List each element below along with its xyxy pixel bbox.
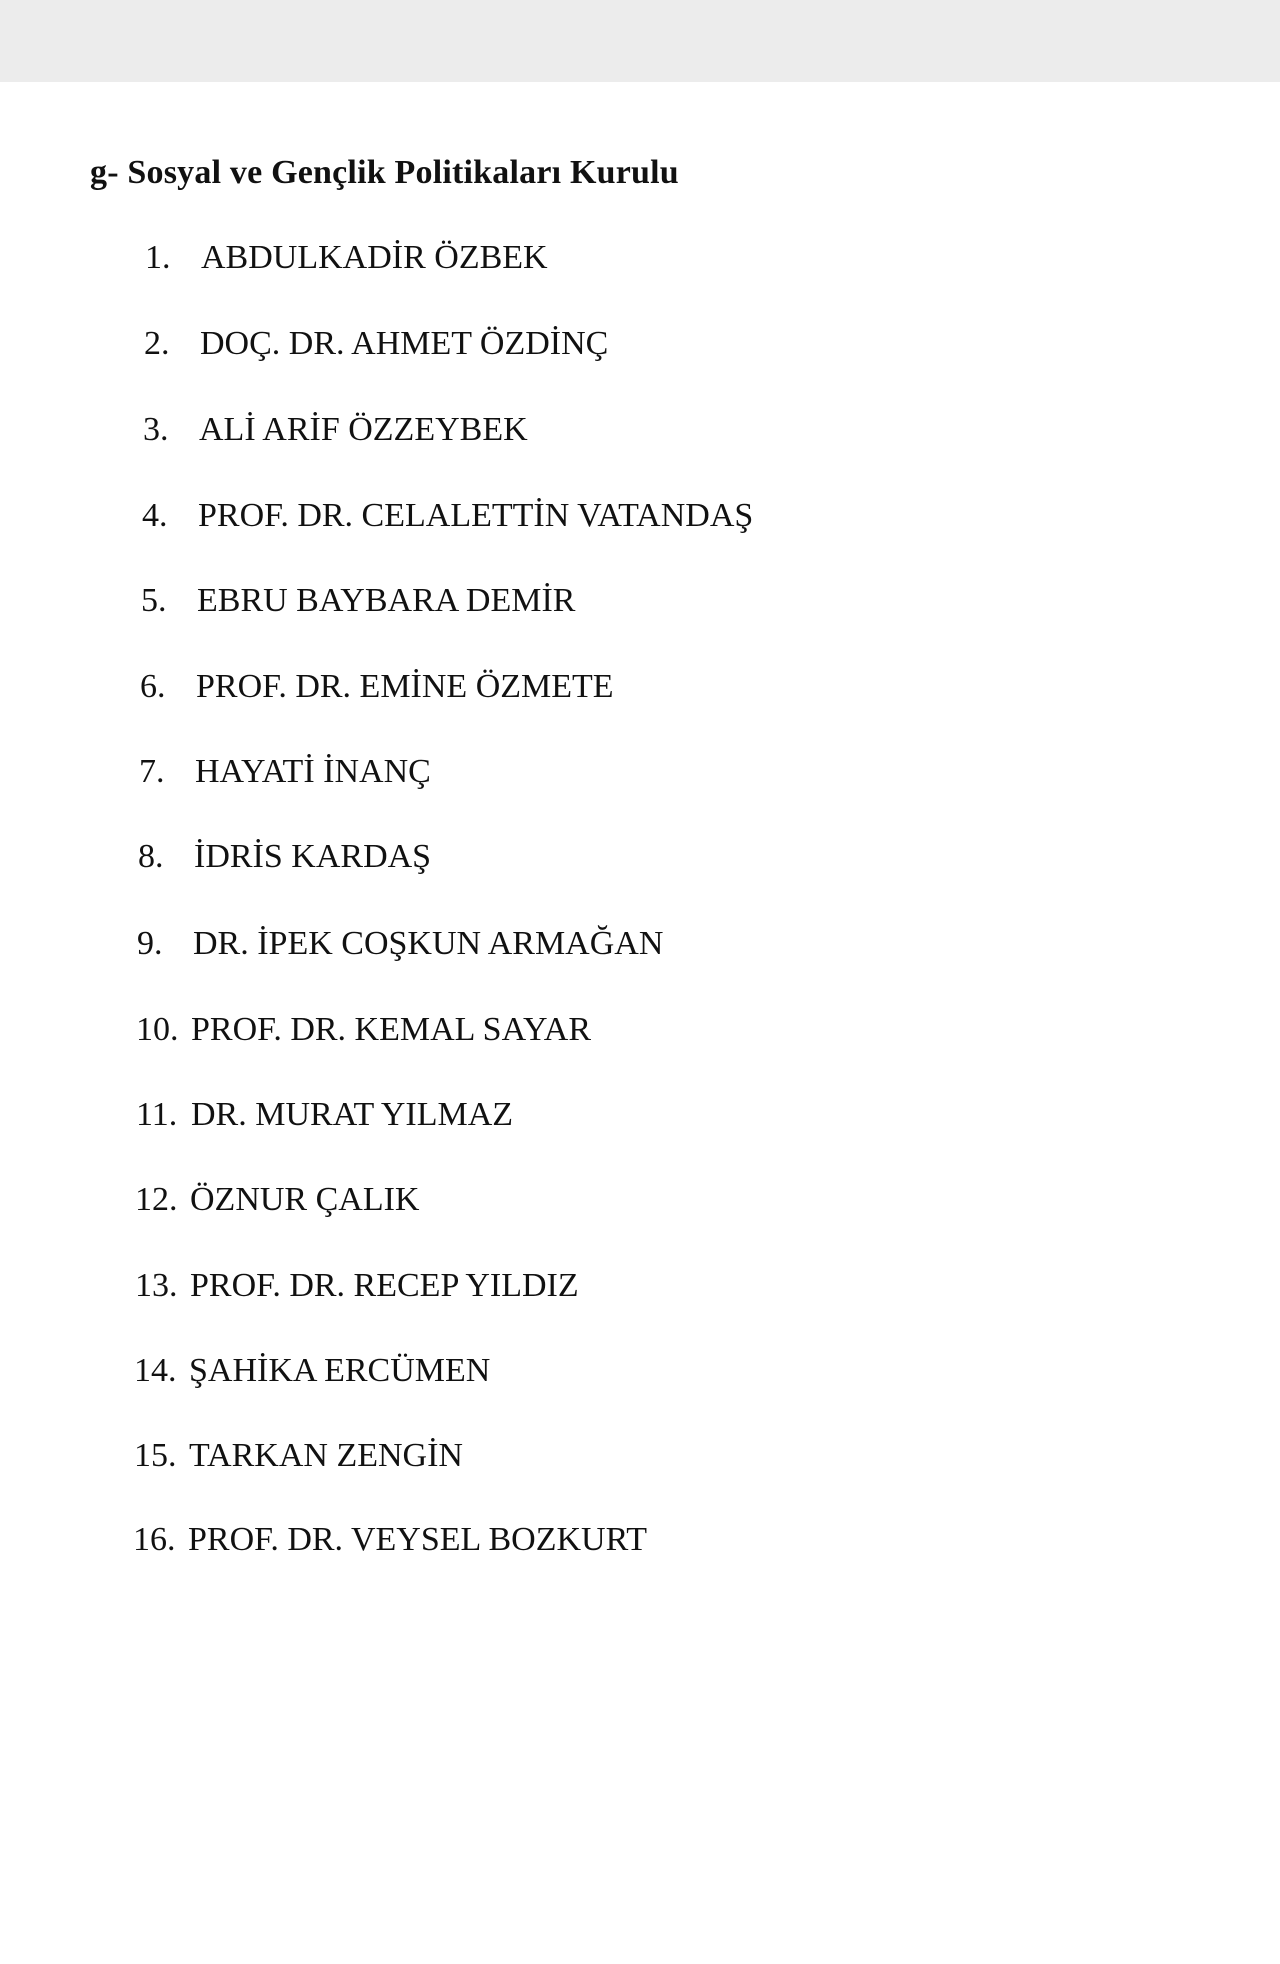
member-item <box>141 582 575 626</box>
member-number: 9. <box>137 925 163 962</box>
member-item <box>133 1521 647 1565</box>
member-name: PROF. DR. KEMAL SAYAR <box>191 1011 592 1048</box>
member-item <box>136 1011 591 1055</box>
member-name: PROF. DR. RECEP YILDIZ <box>190 1267 579 1304</box>
member-name: HAYATİ İNANÇ <box>195 753 431 790</box>
member-number: 8. <box>138 838 164 875</box>
member-name: DR. İPEK COŞKUN ARMAĞAN <box>193 925 664 962</box>
member-name: ALİ ARİF ÖZZEYBEK <box>199 411 528 448</box>
member-number: 3. <box>143 411 169 448</box>
member-item <box>137 925 663 969</box>
member-item <box>134 1437 463 1481</box>
member-item <box>145 239 548 283</box>
member-name: İDRİS KARDAŞ <box>194 838 432 875</box>
document-page <box>0 82 1280 1964</box>
member-item <box>140 668 614 712</box>
member-number: 16. <box>133 1521 176 1558</box>
member-name: PROF. DR. VEYSEL BOZKURT <box>188 1521 648 1558</box>
member-number: 7. <box>139 753 165 790</box>
member-name: ABDULKADİR ÖZBEK <box>201 239 548 276</box>
member-number: 5. <box>141 582 167 619</box>
member-name: DR. MURAT YILMAZ <box>191 1096 514 1133</box>
member-item <box>144 325 608 369</box>
member-name: PROF. DR. CELALETTİN VATANDAŞ <box>198 497 754 534</box>
member-item <box>138 838 431 882</box>
member-number: 14. <box>134 1352 177 1389</box>
member-item <box>135 1181 419 1225</box>
member-item <box>142 497 753 541</box>
member-number: 1. <box>145 239 171 276</box>
member-name: EBRU BAYBARA DEMİR <box>197 582 576 619</box>
member-item <box>134 1352 490 1396</box>
section-heading: g- Sosyal ve Gençlik Politikaları Kurulu <box>90 154 679 191</box>
member-number: 11. <box>136 1096 178 1133</box>
member-number: 4. <box>142 497 168 534</box>
member-item <box>139 753 431 797</box>
member-number: 15. <box>134 1437 177 1474</box>
member-item <box>136 1096 513 1140</box>
member-item <box>143 411 528 455</box>
member-name: PROF. DR. EMİNE ÖZMETE <box>196 668 614 705</box>
member-name: DOÇ. DR. AHMET ÖZDİNÇ <box>200 325 609 362</box>
member-item <box>135 1267 579 1311</box>
member-number: 10. <box>136 1011 179 1048</box>
member-number: 13. <box>135 1267 178 1304</box>
member-number: 6. <box>140 668 166 705</box>
member-name: TARKAN ZENGİN <box>189 1437 463 1474</box>
member-number: 2. <box>144 325 170 362</box>
member-name: ÖZNUR ÇALIK <box>190 1181 420 1218</box>
top-band <box>0 0 1280 82</box>
member-name: ŞAHİKA ERCÜMEN <box>189 1352 491 1389</box>
member-number: 12. <box>135 1181 178 1218</box>
